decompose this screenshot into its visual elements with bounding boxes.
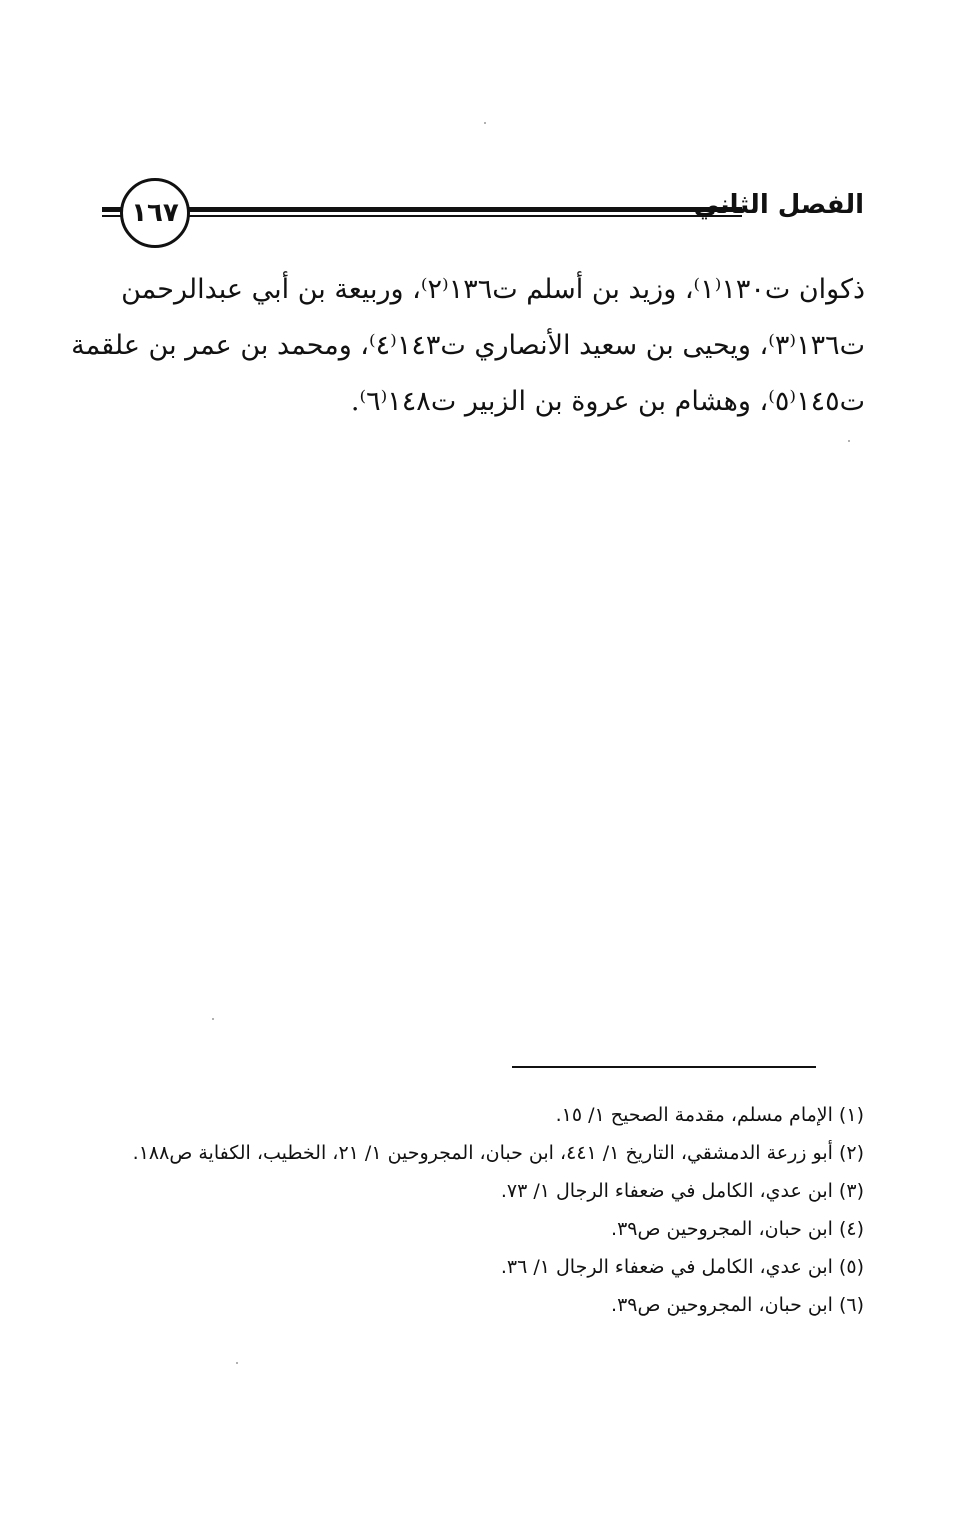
body-line: ت١٣٦⁽٣⁾، ويحيى بن سعيد الأنصاري ت١٤٣⁽٤⁾، ومحمد بن عمر بن علقمة: [71, 330, 865, 361]
page-header: [102, 178, 864, 252]
footnotes: [104, 1096, 864, 1324]
footnote: (٢) أبو زرعة الدمشقي، التاريخ ١/ ٤٤١، ابن حبان، المجروحين ١/ ٢١، الخطيب، الكفاية ص١٨٨.: [132, 1142, 864, 1164]
page-number-circle: [120, 178, 190, 248]
scan-speck: [848, 440, 850, 442]
header-rule-thin: [188, 215, 742, 217]
body-paragraph: [71, 262, 865, 430]
header-rule-thick: [188, 207, 742, 212]
header-rule-left-thin: [102, 215, 122, 217]
footnote: (٣) ابن عدي، الكامل في ضعفاء الرجال ١/ ٧٣.: [500, 1180, 864, 1202]
page-number: ١٦٧: [131, 198, 179, 228]
header-rule-left-thick: [102, 207, 122, 212]
footnote: (٥) ابن عدي، الكامل في ضعفاء الرجال ١/ ٣٦.: [500, 1256, 864, 1278]
footnote: (١) الإمام مسلم، مقدمة الصحيح ١/ ١٥.: [555, 1104, 864, 1126]
scan-speck: [236, 1362, 238, 1364]
chapter-title: الفصل الثاني: [693, 190, 864, 220]
scan-speck: [212, 1018, 214, 1020]
scan-speck: [484, 122, 486, 124]
footnote: (٦) ابن حبان، المجروحين ص٣٩.: [611, 1294, 864, 1316]
body-line: ذكوان ت١٣٠⁽١⁾، وزيد بن أسلم ت١٣٦⁽٢⁾، وربيعة بن أبي عبدالرحمن: [121, 274, 865, 305]
body-line: ت١٤٥⁽٥⁾، وهشام بن عروة بن الزبير ت١٤٨⁽٦⁾.: [350, 386, 865, 417]
footnote: (٤) ابن حبان، المجروحين ص٣٩.: [611, 1218, 864, 1240]
footnote-separator: [512, 1066, 816, 1068]
